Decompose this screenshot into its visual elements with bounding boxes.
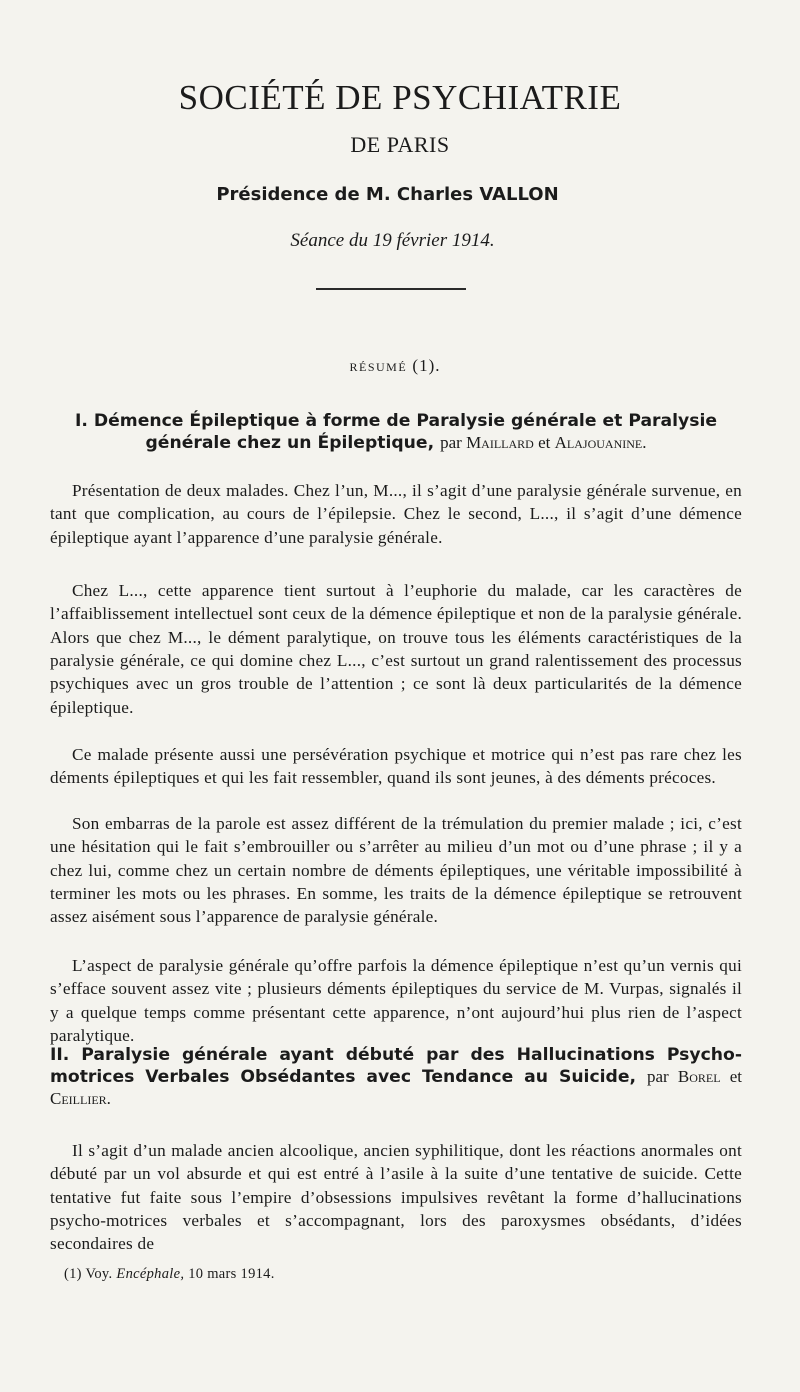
section-2-title: II. Paralysie générale ayant débuté par des Hallucinations Psycho-motrices Verbales Obsédantes avec Tendance au Suicide, [50,1045,742,1087]
resume-heading [0,356,790,376]
author-alajouanine: Alajouanine [554,433,643,452]
section-2-paragraph: Il s’agit d’un malade ancien alcoolique, ancien syphilitique, dont les réactions anormales ont débuté par un vol absurde et qui est entré à l’asile à la suite d’une tentative de suicide. Cette tentative fut faite sous l’empire d’obsessions impulsives revêtant la forme d’hallucinations psycho-motrices verbales et s’accompagnant, lors des paroxysmes obsédants, d’idées secondaires de [50,1141,742,1254]
society-city: DE PARIS [350,132,450,157]
society-title: SOCIÉTÉ DE PSYCHIATRIE [178,78,622,117]
seance-date: Séance du 19 février 1914. [290,230,495,251]
author-maillard: Maillard [466,433,534,452]
section-1-paragraph: Ce malade présente aussi une persévération psychique et motrice qui n’est pas rare chez les déments épileptiques et qui les fait ressembler, quand ils sont jeunes, à des déments précoces. [50,745,742,788]
section-1-paragraph: Son embarras de la parole est assez différent de la trémulation du premier malade ; ici, c’est une hésitation qui le fait s’embrouiller ou s’arrêter au milieu d’un mot ou d’une phrase ; il y a chez lui, comme chez un certain nombre de déments épileptiques, une véritable impossibilité à terminer les mots ou les phrases. En somme, les traits de la démence épileptique se retrouvent assez aisément sous l’apparence de paralysie générale. [50,814,742,927]
resume-label: RÉSUMÉ [349,360,408,374]
section-2-heading [50,1045,742,1110]
footnote-marker: (1) [64,1266,82,1282]
section-1-paragraph: L’aspect de paralysie générale qu’offre parfois la démence épileptique n’est qu’un vernis qui s’efface souvent assez vite ; plusieurs déments épileptiques du service de M. Vurpas, signalés il y a quelque temps comme présentant cette apparence, n’ont aujourd’hui plus rien de l’aspect paralytique. [50,956,742,1046]
section-1-paragraph: Présentation de deux malades. Chez l’un, M..., il s’agit d’une paralysie générale survenue, en tant que complication, au cours de l’épilepsie. Chez le second, L..., il s’agit d’une démence épileptique ayant l’apparence d’une paralysie générale. [50,481,742,547]
section-1-heading [50,411,742,454]
section-1-authors: par Maillard et Alajouanine. [440,433,647,452]
footnote-text: Voy. [85,1266,113,1282]
section-1-paragraph: Chez L..., cette apparence tient surtout à l’euphorie du malade, car les caractères de l’affaiblissement intellectuel sont ceux de la démence épileptique et non de la paralysie générale. Alors que chez M..., le dément paralytique, on trouve tous les éléments caractéristiques de la paralysie générale, ce qui domine chez L..., c’est surtout un grand ralentissement des processus psychiques avec un gros trouble de l’attention ; ce sont là deux particularités de la démence épileptique. [50,581,742,717]
author-ceillier: Ceillier [50,1089,107,1108]
resume-footnote-ref: (1). [412,356,441,375]
section-1-title: I. Démence Épileptique à forme de Paralysie générale et Paralysie générale chez un Épileptique, [74,411,718,453]
section-2-authors: par Borel et Ceillier. [50,1067,743,1108]
divider-rule [316,288,466,290]
author-borel: Borel [677,1067,721,1086]
presidence-line: Présidence de M. Charles VALLON [216,184,559,205]
footnote-journal: Encéphale, [116,1266,185,1282]
footnote [64,1266,275,1283]
footnote-date: 10 mars 1914. [188,1266,275,1282]
